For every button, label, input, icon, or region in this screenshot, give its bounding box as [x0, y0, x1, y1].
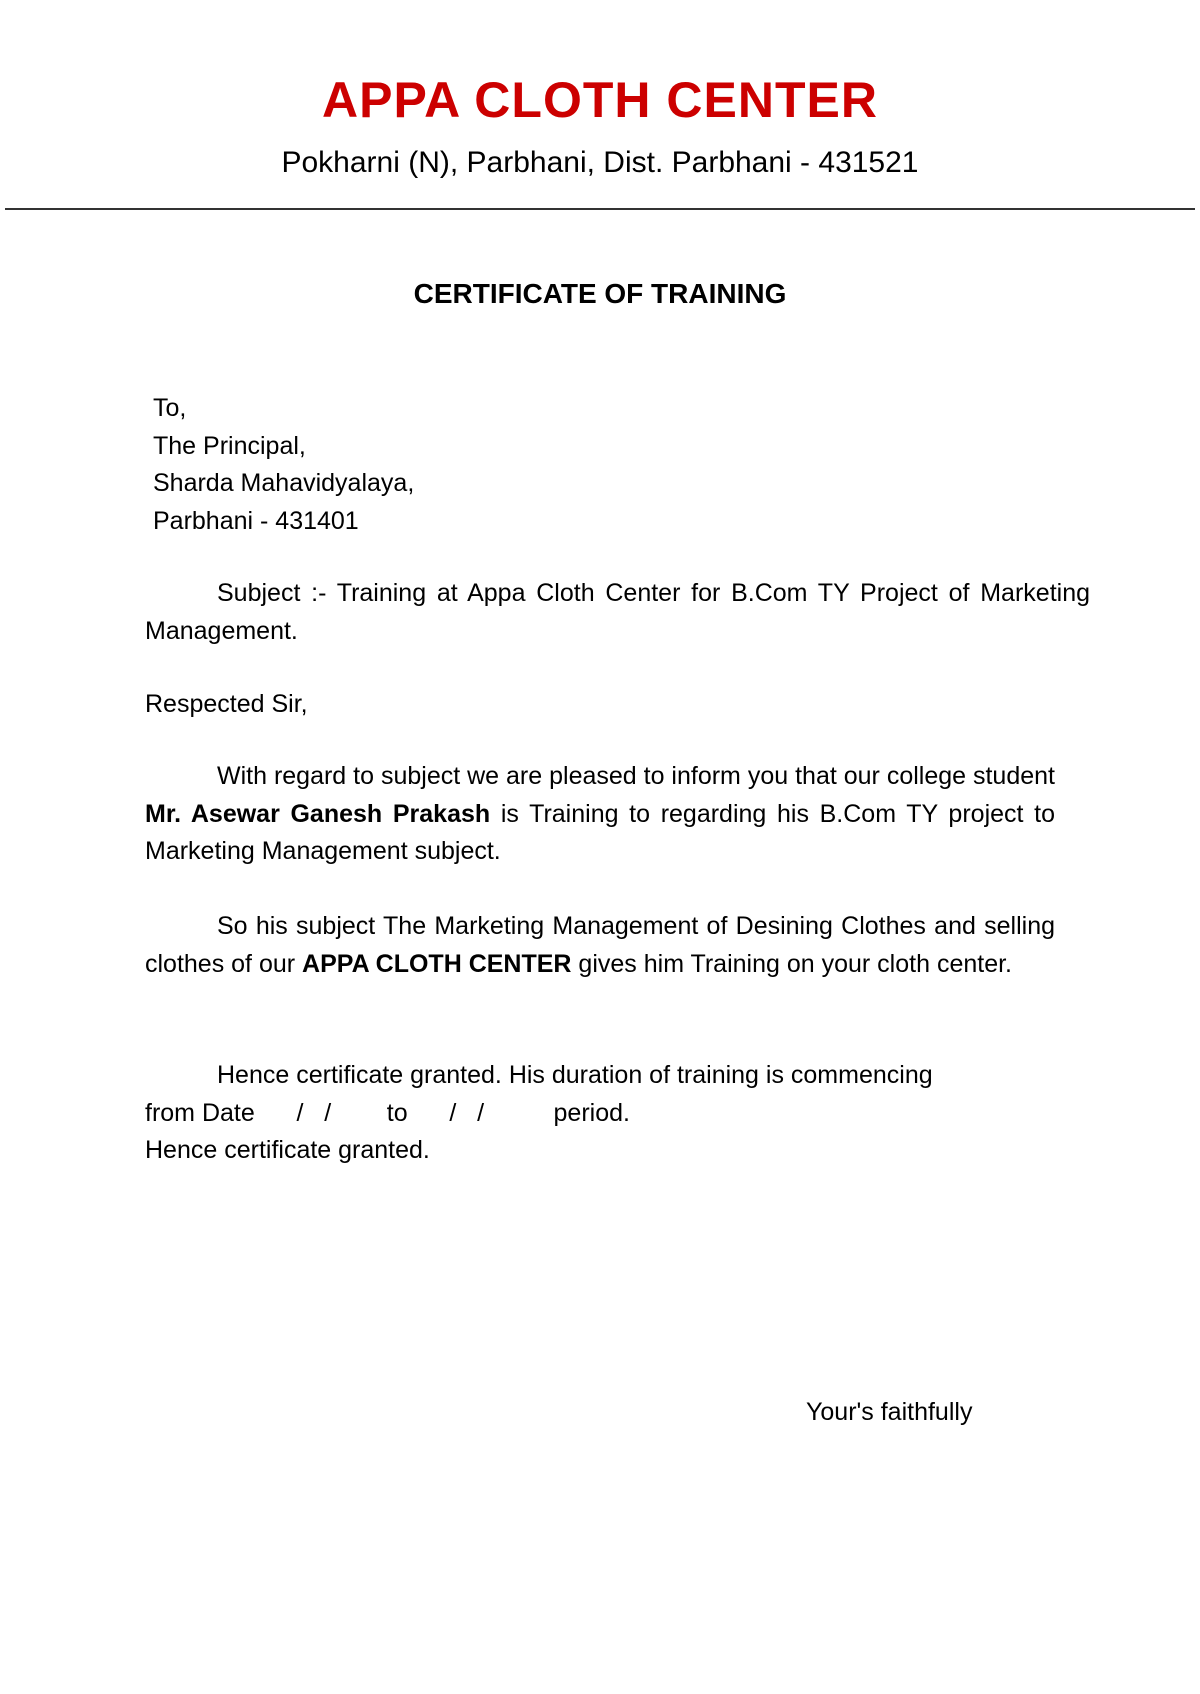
paragraph-text: So his subject The Marketing Management of Desining Clothes and selling clothes of our [145, 912, 1055, 978]
paragraph-text: gives him Training on your cloth center. [571, 949, 1012, 978]
subject-text: Subject :- Training at Appa Cloth Center for B.Com TY Project of Marketing Management. [145, 579, 1090, 645]
signoff: Your's faithfully [806, 1398, 973, 1426]
paragraph-text: Hence certificate granted. His duration of training is commencing [217, 1061, 933, 1089]
paragraph-student [145, 758, 1055, 871]
company-name: APPA CLOTH CENTER [322, 72, 878, 128]
from-date-label: from Date [145, 1098, 255, 1127]
subject-line [145, 575, 1090, 650]
duration-line [145, 1057, 1055, 1095]
to-date-label: to [386, 1098, 408, 1127]
paragraph-text: With regard to subject we are pleased to inform you that our college student [217, 762, 1055, 790]
salutation: Respected Sir, [145, 690, 308, 718]
recipient-address [153, 390, 414, 540]
period-label: period. [553, 1098, 630, 1127]
paragraph-training [145, 908, 1055, 983]
date-range-line [145, 1095, 1055, 1133]
recipient-line: The Principal, [153, 431, 306, 460]
recipient-line: Parbhani - 431401 [153, 506, 359, 535]
from-date-value: / / [296, 1098, 332, 1127]
company-name-inline: APPA CLOTH CENTER [302, 949, 572, 978]
student-name: Mr. Asewar Ganesh Prakash [145, 799, 491, 828]
closing-statement: Hence certificate granted. [145, 1136, 430, 1164]
recipient-line: To, [153, 394, 187, 422]
paragraph-duration [145, 1057, 1055, 1170]
header-divider [5, 208, 1195, 210]
to-date-value: / / [449, 1098, 485, 1127]
paragraph-text: is Training to regarding his B.Com TY project to Marketing Management subject. [145, 799, 1055, 865]
certificate-title: CERTIFICATE OF TRAINING [413, 278, 787, 309]
recipient-line: Sharda Mahavidyalaya, [153, 469, 415, 497]
company-address: Pokharni (N), Parbhani, Dist. Parbhani - 431521 [281, 146, 919, 179]
